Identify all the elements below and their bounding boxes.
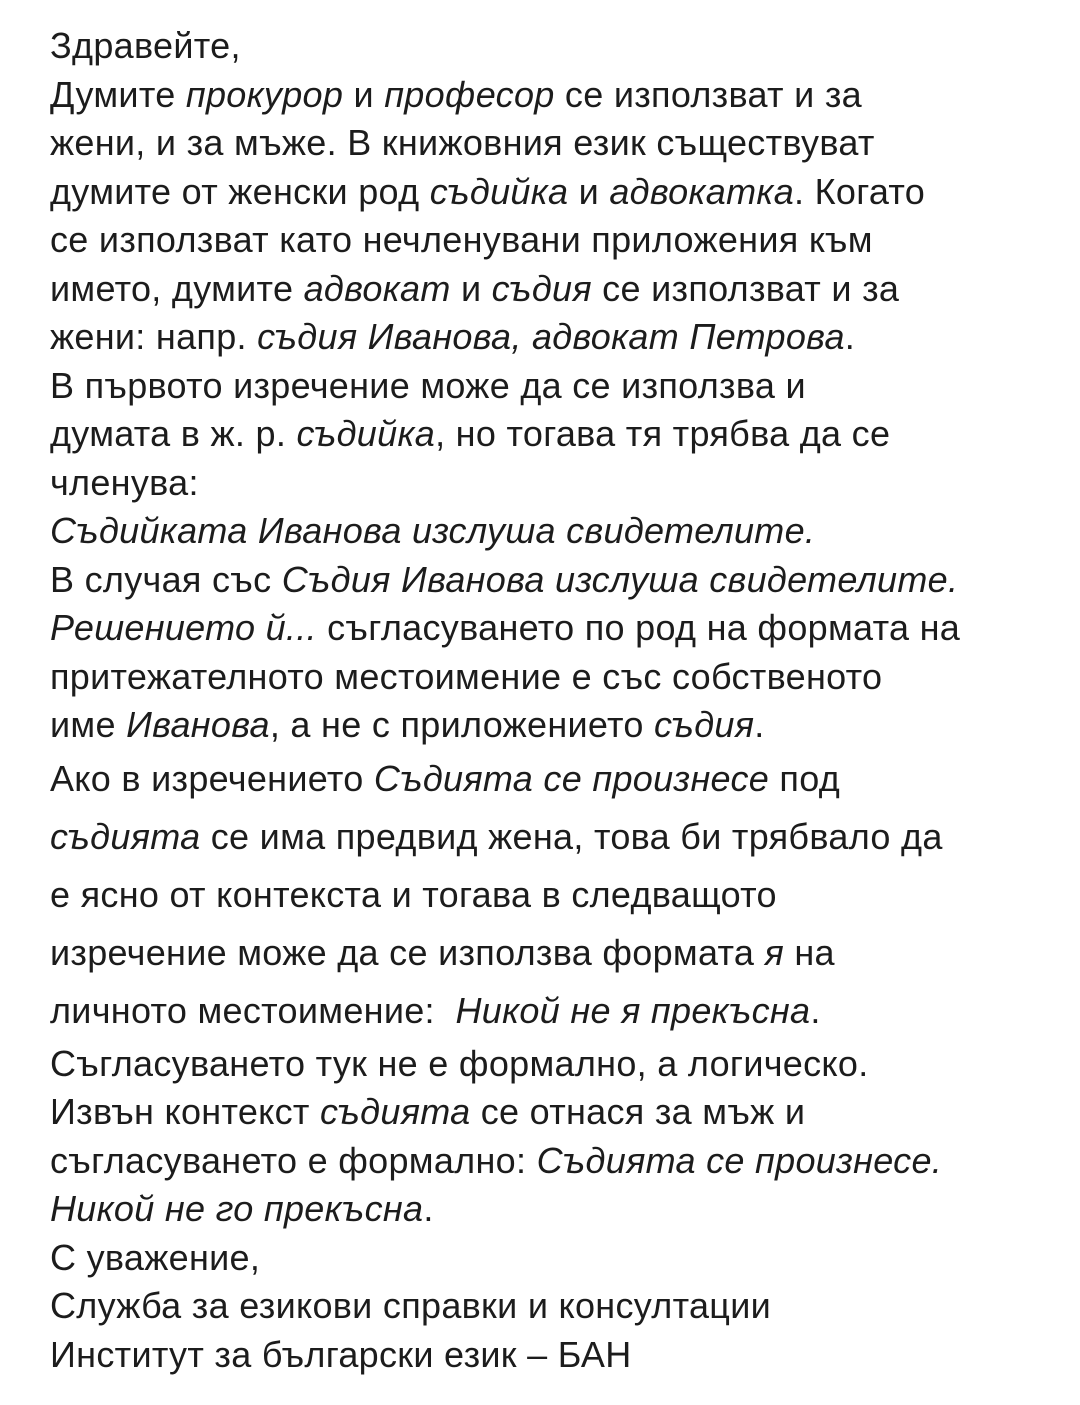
text-line: [50, 313, 1060, 362]
text: .: [423, 1188, 434, 1229]
paragraph-agreement: [50, 556, 1060, 750]
text: личното местоимение:: [50, 989, 456, 1031]
italic-term: прокурор: [185, 73, 344, 115]
text-line: [50, 265, 1060, 314]
text-line: [50, 1185, 1060, 1234]
greeting: Здравейте,: [50, 25, 241, 66]
italic-term: съдията: [320, 1091, 471, 1132]
text: , а не с приложението: [269, 704, 655, 745]
text: съгласуването по род на формата на: [316, 607, 961, 648]
text: . Когато: [794, 170, 926, 212]
text: изречение може да се използва формата: [50, 931, 765, 973]
closing: С уважение,: [50, 1236, 261, 1278]
text: името, думите: [50, 267, 304, 309]
text-line: [50, 556, 1060, 605]
italic-term: адвокат: [303, 267, 451, 309]
letter-body: [50, 22, 1060, 1379]
text-line: [50, 410, 1060, 459]
text: Думите: [50, 73, 186, 115]
text-line: В първото изречение може да се използва и: [50, 364, 806, 406]
italic-example: Съдията се произнесе.: [536, 1139, 943, 1181]
signature-institute: Институт за български език – БАН: [50, 1333, 632, 1375]
text-line: [50, 701, 1060, 750]
text-line: [50, 924, 1060, 982]
text: и: [343, 73, 385, 115]
text-line: [50, 750, 1060, 808]
text: Ако в изречението: [50, 757, 374, 799]
example-sentence: Съдийката Иванова изслуша свидетелите.: [50, 510, 816, 551]
text: думата в ж. р.: [50, 413, 297, 454]
text: име: [50, 704, 127, 745]
text: думите от женски род: [50, 170, 430, 212]
text: и: [450, 267, 492, 309]
text-line: [50, 1088, 1060, 1137]
text: .: [754, 704, 765, 745]
italic-term: съдийка: [429, 170, 569, 212]
text-line: Съгласуването тук не е формално, а логическо.: [50, 1042, 869, 1084]
italic-term: я: [764, 931, 785, 973]
italic-example: Никой не я прекъсна: [455, 989, 811, 1031]
italic-term: адвокатка: [609, 170, 795, 212]
text: съгласуването е формално:: [50, 1139, 537, 1181]
text: се отнася за мъж и: [470, 1091, 806, 1132]
italic-example: Съдията се произнесе: [373, 757, 770, 799]
italic-example: Съдия Иванова изслуша свидетелите.: [281, 558, 959, 600]
italic-term: професор: [384, 73, 555, 115]
text: Извън контекст: [50, 1091, 320, 1132]
text: .: [810, 989, 821, 1031]
text-line: [50, 604, 1060, 653]
italic-example: съдия Иванова, адвокат Петрова: [257, 316, 845, 357]
signature-department: Служба за езикови справки и консултации: [50, 1285, 772, 1326]
text-line: [50, 71, 1060, 120]
text: В случая със: [50, 558, 282, 600]
text: се използват и за: [591, 267, 900, 309]
text-line: жени, и за мъже. В книжовния език съществуват: [50, 122, 875, 163]
text-line: се използват като нечленувани приложения към: [50, 219, 873, 260]
text: , но тогава тя трябва да се: [435, 413, 891, 454]
italic-example: Никой не го прекъсна: [50, 1188, 424, 1229]
text-line: притежателното местоимение е със собственото: [50, 655, 883, 697]
text: под: [769, 757, 841, 799]
italic-term: съдия: [654, 704, 755, 745]
text-line: [50, 1137, 1060, 1186]
paragraph-context: [50, 750, 1060, 1040]
paragraph-usage: [50, 71, 1060, 362]
text-line: е ясно от контекста и тогава в следващото: [50, 873, 777, 915]
text: се използват и за: [554, 73, 862, 115]
italic-term: съдията: [50, 815, 201, 857]
text: на: [784, 931, 835, 973]
italic-term: Иванова: [126, 704, 270, 745]
italic-example: Решението й...: [50, 607, 317, 648]
italic-term: съдийка: [296, 413, 436, 454]
italic-term: съдия: [491, 267, 592, 309]
text: .: [844, 316, 856, 357]
text: жени: напр.: [50, 316, 258, 357]
text-line: членува:: [50, 461, 199, 503]
text-line: [50, 982, 1060, 1040]
text-line: [50, 168, 1060, 217]
paragraph-feminine-form: [50, 362, 1060, 556]
text-line: [50, 808, 1060, 866]
text: се има предвид жена, това би трябвало да: [200, 815, 943, 857]
text: и: [568, 170, 610, 212]
paragraph-formal-agreement: [50, 1040, 1060, 1234]
